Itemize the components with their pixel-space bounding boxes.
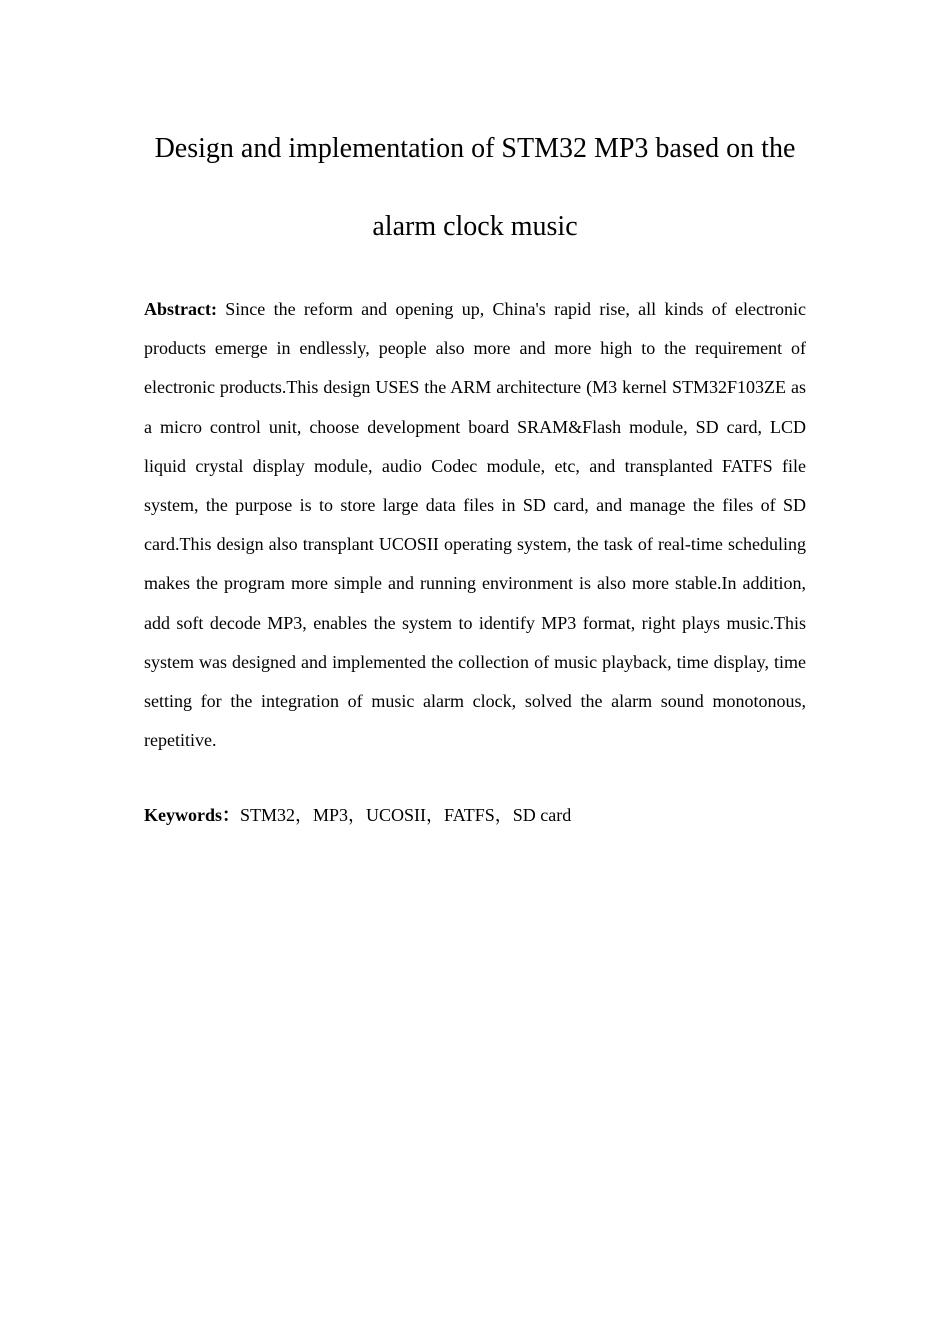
keywords-paragraph (144, 797, 806, 833)
keywords-label: Keywords： (144, 805, 240, 825)
title-line-2: alarm clock music (372, 211, 578, 242)
keywords-text: STM32，MP3，UCOSII，FATFS，SD card (240, 805, 572, 825)
abstract-label: Abstract: (144, 299, 217, 319)
title-line-1: Design and implementation of STM32 MP3 based on the (154, 133, 796, 164)
abstract-text: Since the reform and opening up, China's rapid rise, all kinds of electronic products emerge in endlessly, people also more and more high to the requirement of electronic products.This design USES the ARM architecture (M3 kernel STM32F103ZE as a micro control unit, choose development board SRAM&Flash module, SD card, LCD liquid crystal display module, audio Codec module, etc, and transplanted FATFS file system, the purpose is to store large data files in SD card, and manage the files of SD card.This design also transplant UCOSII operating system, the task of real-time scheduling makes the program more simple and running environment is also more stable.In addition, add soft decode MP3, enables the system to identify MP3 format, right plays music.This system was designed and implemented the collection of music playback, time display, time setting for the integration of music alarm clock, solved the alarm sound monotonous, repetitive. (144, 299, 806, 751)
abstract-paragraph (144, 290, 806, 760)
